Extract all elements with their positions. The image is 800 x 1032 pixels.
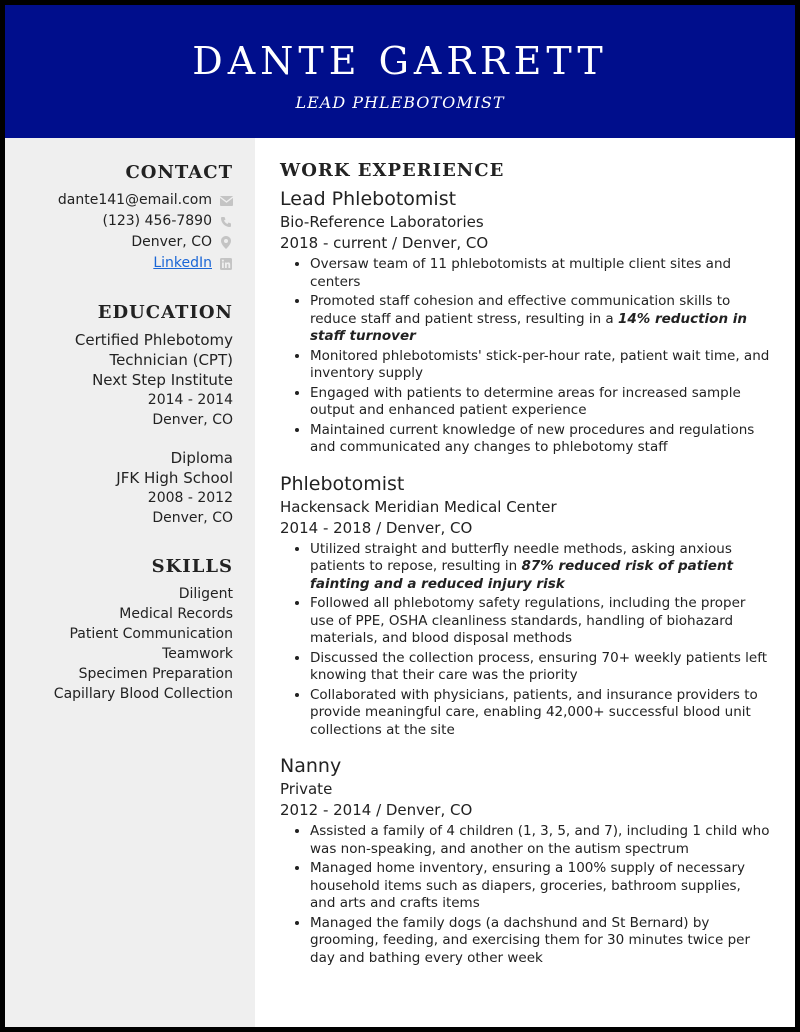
email-text: dante141@email.com	[57, 192, 212, 208]
skill-item: Medical Records	[119, 606, 233, 622]
job-title: Lead Phlebotomist	[280, 188, 457, 210]
resume-page	[5, 5, 795, 1027]
education-years: 2014 - 2014	[147, 392, 233, 408]
education-school: JFK High School	[116, 469, 233, 487]
job-bullet: • Assisted a family of 4 children (1, 3, 5, and 7), including 1 child who was non-speaking, and another on the autism spectrum	[310, 823, 770, 858]
job-entry	[280, 471, 770, 740]
highlight-metric: 14% reduction in staff turnover	[310, 310, 747, 344]
job-bullet: • Discussed the collection process, ensuring 70+ weekly patients left knowing that their care was the priority	[310, 650, 770, 685]
skill-item: Teamwork	[162, 646, 233, 662]
job-bullet: • Utilized straight and butterfly needle methods, asking anxious patients to repose, resulting in 87% reduced risk of patient fainting and a reduced injury risk	[310, 541, 770, 594]
skill-item: Specimen Preparation	[78, 666, 233, 682]
job-company: Hackensack Meridian Medical Center	[280, 497, 557, 516]
highlight-metric: 87% reduced risk of patient fainting and a reduced injury risk	[310, 558, 734, 592]
education-entry	[13, 448, 233, 528]
job-bullet: • Managed the family dogs (a dachshund and St Bernard) by grooming, feeding, and exercising them for 30 minutes twice per day and bathing every other week	[310, 915, 770, 968]
education-years: 2008 - 2012	[147, 490, 233, 506]
education-location: Denver, CO	[152, 510, 233, 526]
education-location: Denver, CO	[152, 412, 233, 428]
contact-phone	[13, 211, 233, 232]
contact-location	[13, 232, 233, 253]
job-bullet: • Oversaw team of 11 phlebotomists at multiple client sites and centers	[310, 256, 770, 291]
job-bullet: • Promoted staff cohesion and effective communication skills to reduce staff and patient stress, resulting in a 14% reduction in staff turnover	[310, 293, 770, 346]
job-company: Bio-Reference Laboratories	[280, 213, 484, 231]
job-bullet: • Managed home inventory, ensuring a 100% supply of necessary household items such as diapers, groceries, bathroom supplies, and arts and crafts items	[310, 860, 770, 913]
work-experience-heading: WORK EXPERIENCE	[280, 160, 505, 181]
contact-email	[13, 190, 233, 211]
phone-text: (123) 456-7890	[102, 213, 212, 229]
job-title: Nanny	[280, 755, 342, 777]
job-entry	[280, 186, 770, 457]
skill-item: Diligent	[178, 586, 233, 602]
candidate-name: DANTE GARRETT	[192, 39, 608, 83]
job-dates: 2014 - 2018 / Denver, CO	[280, 518, 473, 537]
job-company: Private	[280, 780, 333, 798]
job-bullet: • Monitored phlebotomists' stick-per-hour rate, patient wait time, and inventory supply	[310, 348, 770, 383]
job-bullets	[280, 823, 770, 967]
education-degree: Certified Phlebotomy Technician (CPT)	[74, 331, 233, 369]
job-dates: 2012 - 2014 / Denver, CO	[280, 801, 473, 819]
job-bullet: • Followed all phlebotomy safety regulations, including the proper use of PPE, OSHA cleanliness standards, handling of biohazard materials, and blood disposal methods	[310, 595, 770, 648]
education-degree: Diploma	[170, 449, 233, 467]
linkedin-link[interactable]: LinkedIn	[153, 255, 212, 271]
job-title: Phlebotomist	[280, 472, 405, 495]
contact-linkedin	[13, 253, 233, 274]
map-pin-icon	[219, 236, 233, 250]
job-bullet: • Engaged with patients to determine areas for increased sample output and enhanced patient experience	[310, 385, 770, 420]
job-bullets	[280, 541, 770, 740]
phone-icon	[219, 215, 233, 229]
job-bullets	[280, 256, 770, 457]
job-bullet: • Collaborated with physicians, patients, and insurance providers to provide meaningful care, enabling 42,000+ successful blood unit collections at the site	[310, 687, 770, 740]
skill-item: Capillary Blood Collection	[53, 686, 233, 702]
education-heading: EDUCATION	[97, 302, 233, 323]
education-school: Next Step Institute	[92, 371, 233, 389]
job-bullet: • Maintained current knowledge of new procedures and regulations and communicated any changes to phlebotomy staff	[310, 422, 770, 457]
contact-heading: CONTACT	[125, 162, 233, 183]
skill-item: Patient Communication	[69, 626, 233, 642]
main-content	[280, 158, 770, 981]
linkedin-icon	[219, 257, 233, 271]
candidate-title: LEAD PHLEBOTOMIST	[295, 93, 505, 112]
header-banner	[5, 5, 795, 138]
envelope-icon	[219, 194, 233, 208]
job-dates: 2018 - current / Denver, CO	[280, 234, 489, 252]
location-text: Denver, CO	[131, 234, 212, 250]
job-entry	[280, 753, 770, 967]
sidebar	[5, 138, 255, 1027]
education-entry	[13, 330, 233, 430]
skills-heading: SKILLS	[151, 556, 233, 577]
